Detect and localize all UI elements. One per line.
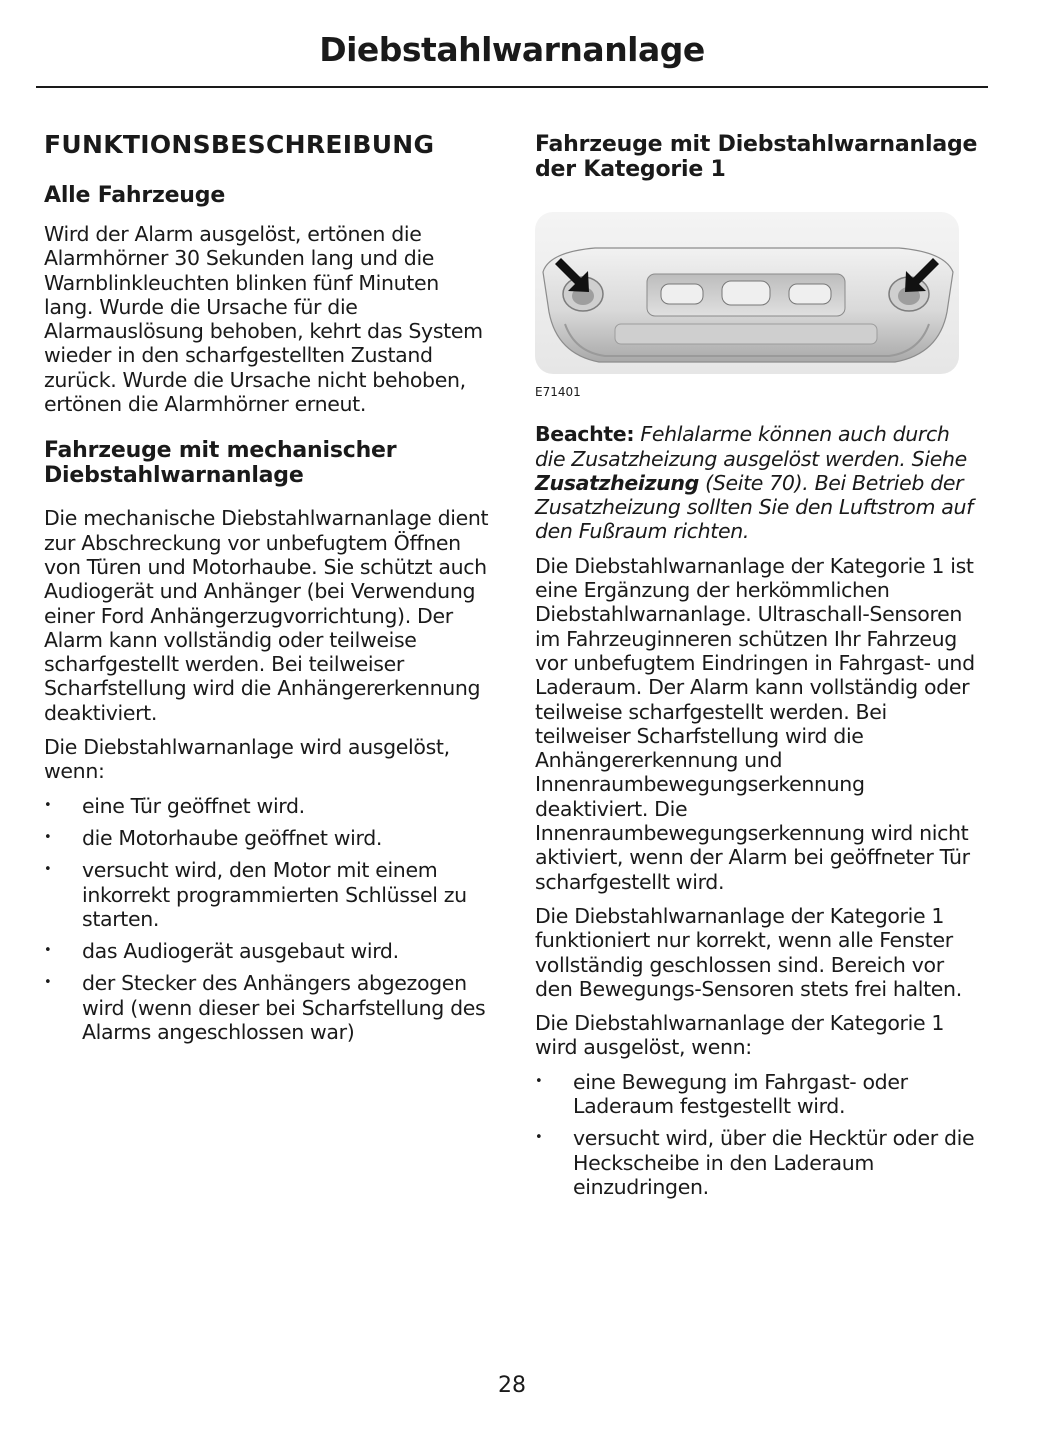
category-1-trigger-list — [535, 1070, 983, 1199]
right-column — [535, 132, 983, 1209]
list-item: • eine Bewegung im Fahrgast- oder Laderaum festgestellt wird. — [535, 1070, 983, 1119]
section-heading: FUNKTIONSBESCHREIBUNG — [44, 130, 435, 159]
figure-code: E71401 — [535, 385, 581, 399]
note-text-before: Fehlalarme können auch durch die Zusatzheizung ausgelöst werden. Siehe — [535, 422, 967, 471]
list-item: • der Stecker des Anhängers abgezogen wird (wenn dieser bei Scharfstellung des Alarms angeschlossen war) — [44, 971, 492, 1044]
all-vehicles-heading: Alle Fahrzeuge — [44, 183, 226, 208]
category-1-description: Die Diebstahlwarnanlage der Kategorie 1 ist eine Ergänzung der herkömmlichen Diebstahlwarnanlage. Ultraschall-Sensoren im Fahrzeuginneren schützen Ihr Fahrzeug vor unbefugtem Eindringen in Fahrgast- und Laderaum. Der Alarm kann vollständig oder teilweise scharfgestellt werden. Bei teilweiser Scharfstellung wird die Anhängererkennung und Innenraumbewegungserkennung deaktiviert. Die Innenraumbewegungserkennung wird nicht aktiviert, wenn der Alarm bei geöffneter Tür scharfgestellt wird. — [535, 553, 975, 894]
list-item: • eine Tür geöffnet wird. — [44, 794, 492, 818]
note-text-after: (Seite 70). Bei Betrieb der Zusatzheizung sollten Sie den Luftstrom auf den Fußraum richten. — [535, 470, 973, 544]
note-label: Beachte: — [535, 422, 635, 447]
mechanical-alarm-paragraph: Die mechanische Diebstahlwarnanlage dient zur Abschreckung vor unbefugtem Öffnen von Türen und Motorhaube. Sie schützt auch Audiogerät und Anhänger (bei Verwendung einer Ford Anhängerzugvorrichtung). Der Alarm kann vollständig oder teilweise scharfgestellt werden. Bei teilweiser Scharfstellung wird die Anhängererkennung deaktiviert. — [44, 506, 489, 725]
page-title: Diebstahlwarnanlage — [319, 30, 705, 69]
interior-sensor-illustration — [535, 212, 959, 374]
left-column — [44, 130, 492, 1054]
triggered-intro: Die Diebstahlwarnanlage wird ausgelöst, wenn: — [44, 735, 450, 784]
category-1-window-requirement: Die Diebstahlwarnanlage der Kategorie 1 funktioniert nur korrekt, wenn alle Fenster vollständig geschlossen sind. Bereich vor den Bewegungs-Sensoren stets frei halten. — [535, 903, 962, 1001]
trigger-list — [44, 794, 492, 1045]
note-paragraph — [535, 422, 983, 543]
list-item: • das Audiogerät ausgebaut wird. — [44, 939, 492, 963]
title-divider — [36, 86, 988, 88]
list-item: • versucht wird, den Motor mit einem inkorrekt programmierten Schlüssel zu starten. — [44, 858, 492, 931]
list-item: • versucht wird, über die Hecktür oder die Heckscheibe in den Laderaum einzudringen. — [535, 1126, 983, 1199]
page-number: 28 — [498, 1373, 526, 1398]
all-vehicles-paragraph: Wird der Alarm ausgelöst, ertönen die Alarmhörner 30 Sekunden lang und die Warnblinkleuchten blinken fünf Minuten lang. Wurde die Ursache für die Alarmauslösung behoben, kehrt das System wieder in den scharfgestellten Zustand zurück. Wurde die Ursache nicht behoben, ertönen die Alarmhörner erneut. — [44, 222, 483, 417]
mechanical-alarm-heading: Fahrzeuge mit mechanischer Diebstahlwarnanlage — [44, 438, 397, 489]
category-1-heading: Fahrzeuge mit Diebstahlwarnanlage der Kategorie 1 — [535, 132, 978, 182]
overhead-console-drawing — [535, 212, 959, 374]
list-item: • die Motorhaube geöffnet wird. — [44, 826, 492, 850]
category-1-triggered-intro: Die Diebstahlwarnanlage der Kategorie 1 wird ausgelöst, wenn: — [535, 1011, 945, 1060]
cross-reference-link[interactable]: Zusatzheizung — [535, 470, 699, 495]
